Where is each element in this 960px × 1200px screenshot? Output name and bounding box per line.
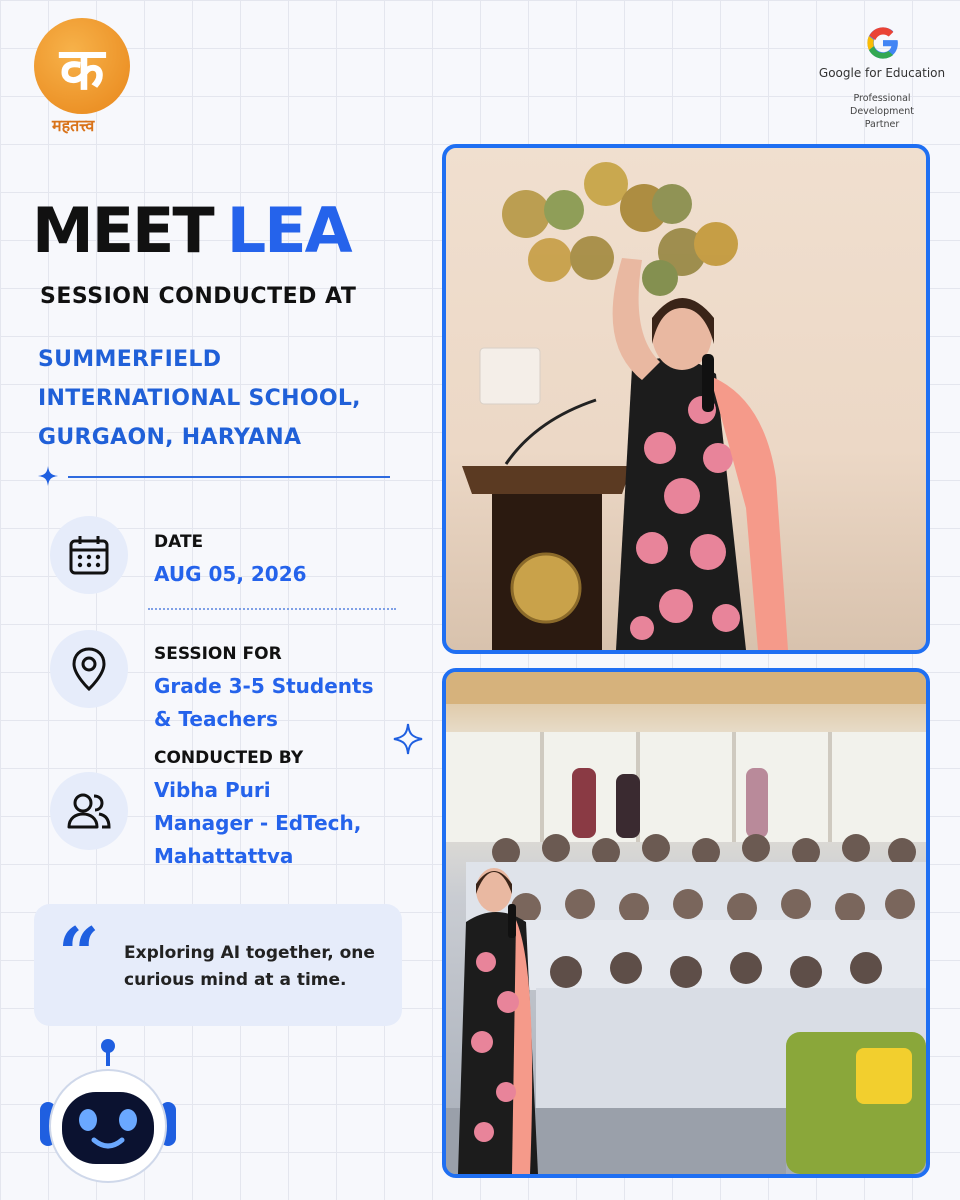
school-line-1: SUMMERFIELD [38,347,222,372]
school-name [38,340,361,457]
session-for-line-2: & Teachers [154,707,278,731]
divider [68,476,390,478]
session-for-icon-wrap [50,630,128,708]
date-value: AUG 05, 2026 [154,562,307,586]
school-line-3: GURGAON, HARYANA [38,425,302,450]
session-for-label: SESSION FOR [154,644,282,664]
google-g-icon [866,26,900,60]
partner-label: Professional Development Partner [850,93,914,130]
conducted-by-icon-wrap [50,772,128,850]
sparkle-outline-icon [392,722,424,756]
conducted-by-line-2: Manager - EdTech, [154,811,362,835]
sparkle-icon [38,466,58,486]
calendar-icon [68,534,110,576]
session-for-line-1: Grade 3-5 Students [154,674,374,698]
conducted-by-line-1: Vibha Puri [154,778,271,802]
people-icon [66,791,112,831]
page-title [32,186,351,276]
conducted-by-label: CONDUCTED BY [154,748,304,768]
conducted-by-line-3: Mahattattva [154,844,294,868]
robot-icon [38,1036,178,1186]
date-label: DATE [154,532,204,552]
photo-audience [442,668,930,1178]
speaker-illustration [446,148,926,650]
google-for-education-label: Google for Education [818,66,946,80]
audience-illustration [446,672,926,1174]
session-conducted-at-label: SESSION CONDUCTED AT [40,284,357,309]
conducted-by-value [154,774,361,873]
logo-glyph: क [59,34,105,103]
logo-wordmark: महतत्त्व [52,116,95,135]
title-meet: MEET [32,194,213,267]
session-for-value [154,670,374,736]
photo-speaker-podium [442,144,930,654]
location-pin-icon [69,646,109,692]
quote-mark-icon: “ [58,911,100,996]
date-icon-wrap [50,516,128,594]
school-line-2: INTERNATIONAL SCHOOL, [38,386,361,411]
title-lea: LEA [226,194,351,267]
mahattattva-logo [34,18,130,114]
dotted-divider [148,608,396,610]
quote-text: Exploring AI together, one curious mind at a time. [124,943,375,990]
